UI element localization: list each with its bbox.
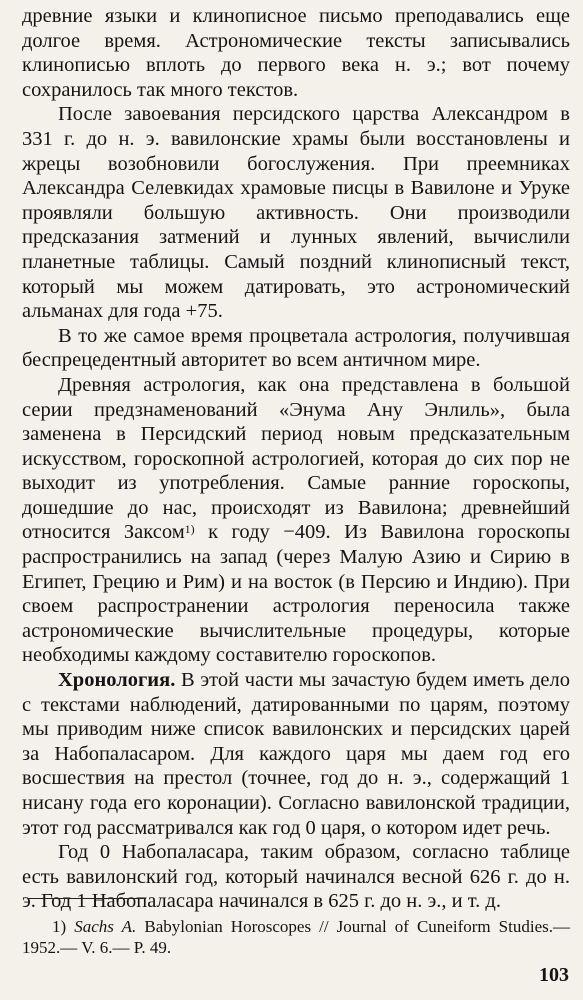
footnote-citation: Babylonian Horoscopes // Journal of Cuneiform Studies.— 1952.— V. 6.— P. 49. <box>22 917 570 957</box>
section-heading-chronology: Хронология. <box>58 669 176 692</box>
paragraph-1: древние языки и клинописное письмо преподавались еще долгое время. Астрономические тексты записывались клинописью вплоть до первого века н. э.; вот почему сохранилось так много текстов. <box>22 5 570 101</box>
footnote-divider <box>28 898 146 899</box>
paragraph-5-text: В этой части мы зачастую будем иметь дело с текстами наблюдений, датированными по царям, поэтому мы приводим ниже список вавилонских и персидских царей за Набопаласаром. Для каждого царя мы даем год его восшествия на престол (точнее, год до н. э., содержащий 1 нисану года его коронации). Согласно вавилонской традиции, этот год рассматривался как год 0 царя, о котором идет речь. <box>22 669 570 839</box>
footnote <box>22 916 570 958</box>
paragraph-6: Год 0 Набопаласара, таким образом, согласно таблице есть вавилонский год, который начинался весной 626 г. до н. э. Год 1 Набопаласара начинался в 625 г. до н. э., и т. д. <box>22 841 570 913</box>
footnote-reference[interactable]: 1) <box>184 522 195 537</box>
paragraph-3: В то же самое время процветала астрология, получившая беспрецедентный авторитет во всем античном мире. <box>22 324 570 372</box>
paragraph-2: После завоевания персидского царства Александром в 331 г. до н. э. вавилонские храмы были восстановлены и жрецы возобновили богослужения. При преемниках Александра Селевкидах храмовые писцы в Вавилоне и Уруке проявляли большую активность. Они производили предсказания затмений и лунных явлений, вычислили планетные таблицы. Самый поздний клинописный текст, который мы можем датировать, это астрономический альманах для года +75. <box>22 103 570 323</box>
footnote-mark: 1) <box>52 917 67 936</box>
paragraph-4-text-a: Древняя астрология, как она представлена в большой серии предзнаменований «Энума Ану Энлиль», была заменена в Персидский период новым предсказательным искусством, гороскопной астрологией, которая до сих пор не выходит из употребления. Самые ранние гороскопы, дошедшие до нас, происходят из Вавилона; древнейший относится Заксом <box>22 373 570 544</box>
page-body <box>22 4 570 914</box>
paragraph-4-text-b: к году −409. Из Вавилона гороскопы распространились на запад (через Малую Азию и Сирию в Египет, Грецию и Рим) и на восток (в Персию и Индию). При своем распространении астрология переносила также астрономические вычислительные процедуры, которые необходимы каждому составителю гороскопов. <box>22 521 570 667</box>
paragraph-4 <box>22 373 570 668</box>
footnote-author: Sachs A. <box>74 917 137 936</box>
page-number: 103 <box>539 964 569 986</box>
paragraph-5 <box>22 668 570 840</box>
